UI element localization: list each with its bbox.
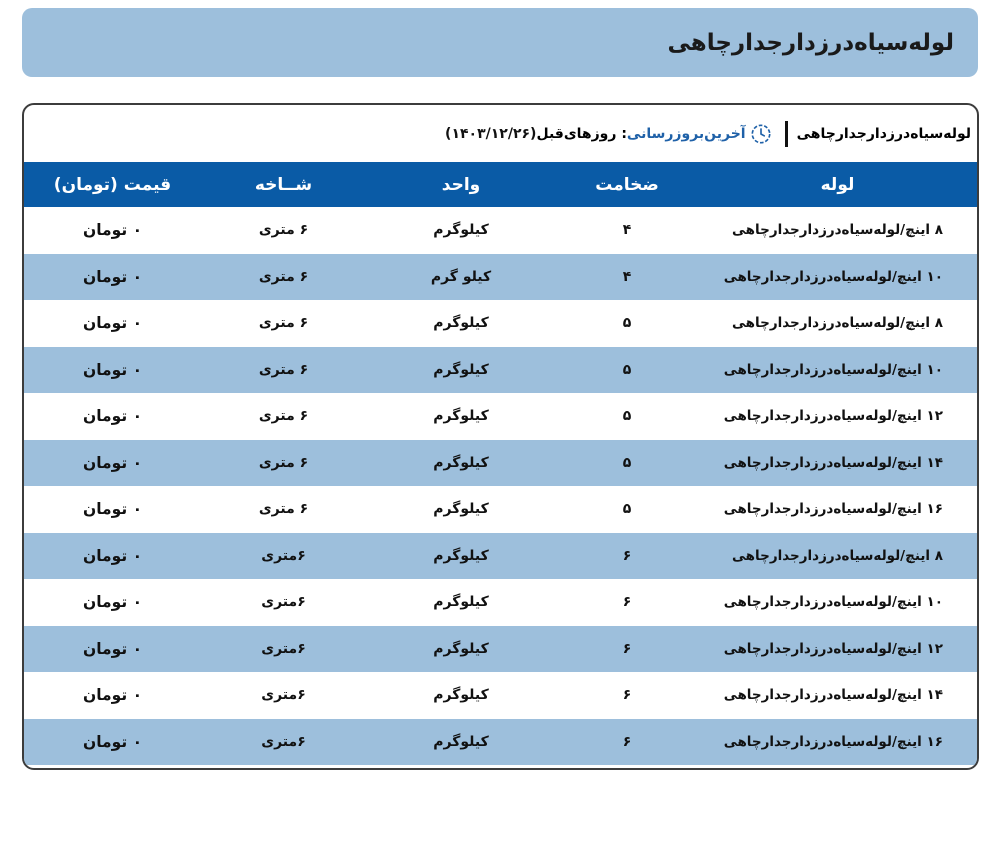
cell-thickness: ۶ (622, 547, 632, 564)
cell-price: ۰ تومان (82, 221, 143, 240)
cell-price: ۰ تومان (82, 639, 143, 658)
cell-thickness: ۶ (622, 640, 632, 657)
cell-thickness: ۵ (622, 361, 632, 378)
cell-price: ۰ تومان (82, 686, 143, 705)
cell-length: ۶متری (261, 594, 306, 611)
cell-price: ۰ تومان (82, 360, 143, 379)
table-row (24, 207, 977, 254)
cell-unit: کیلوگرم (433, 594, 489, 611)
table-header-row (24, 162, 977, 207)
table-row (24, 719, 977, 766)
cell-length: ۶متری (261, 733, 306, 750)
price-card (22, 103, 979, 770)
cell-unit: کیلوگرم (433, 547, 489, 564)
cell-pipe: ۱۲ اینچ/لوله‌سیاه‌درزدارجدارچاهی (723, 408, 943, 425)
cell-pipe: ۸ اینچ/لوله‌سیاه‌درزدارجدارچاهی (732, 222, 943, 239)
cell-length: ۶ متری (258, 268, 309, 285)
cell-price: ۰ تومان (82, 267, 143, 286)
cell-length: ۶ متری (258, 222, 309, 239)
cell-length: ۶متری (261, 687, 306, 704)
cell-unit: کیلوگرم (433, 315, 489, 332)
header-price: قیمت (تومان) (53, 174, 172, 195)
cell-thickness: ۴ (622, 222, 632, 239)
title-banner (22, 8, 978, 77)
cell-price: ۰ تومان (82, 732, 143, 751)
cell-price: ۰ تومان (82, 593, 143, 612)
cell-thickness: ۶ (622, 687, 632, 704)
cell-price: ۰ تومان (82, 500, 143, 519)
cell-unit: کیلوگرم (433, 733, 489, 750)
cell-length: ۶ متری (258, 361, 309, 378)
cell-thickness: ۶ (622, 733, 632, 750)
cell-unit: کیلوگرم (433, 408, 489, 425)
clock-icon (750, 123, 772, 145)
cell-thickness: ۵ (622, 454, 632, 471)
info-separator (785, 121, 788, 147)
header-unit: واحد (441, 174, 481, 195)
table-row (24, 254, 977, 301)
cell-pipe: ۱۴ اینچ/لوله‌سیاه‌درزدارجدارچاهی (723, 687, 943, 704)
cell-length: ۶ متری (258, 501, 309, 518)
cell-unit: کیلوگرم (433, 501, 489, 518)
cell-thickness: ۴ (622, 268, 632, 285)
cell-length: ۶ متری (258, 315, 309, 332)
cell-unit: کیلوگرم (433, 640, 489, 657)
table-row (24, 579, 977, 626)
table-row (24, 393, 977, 440)
cell-thickness: ۵ (622, 408, 632, 425)
table-row (24, 440, 977, 487)
cell-unit: کیلوگرم (433, 687, 489, 704)
cell-length: ۶ متری (258, 454, 309, 471)
cell-unit: کیلوگرم (433, 222, 489, 239)
cell-pipe: ۱۶ اینچ/لوله‌سیاه‌درزدارجدارچاهی (723, 501, 943, 518)
cell-thickness: ۶ (622, 594, 632, 611)
cell-pipe: ۱۲ اینچ/لوله‌سیاه‌درزدارجدارچاهی (723, 640, 943, 657)
cell-unit: کیلو گرم (430, 268, 492, 285)
cell-price: ۰ تومان (82, 546, 143, 565)
header-length: شــاخه (254, 174, 313, 195)
table-row (24, 347, 977, 394)
header-pipe: لوله (820, 174, 855, 195)
cell-unit: کیلوگرم (433, 454, 489, 471)
days-label: : روزهای‌قبل (536, 125, 627, 142)
table-row (24, 672, 977, 719)
cell-pipe: ۱۴ اینچ/لوله‌سیاه‌درزدارجدارچاهی (723, 454, 943, 471)
cell-pipe: ۱۰ اینچ/لوله‌سیاه‌درزدارجدارچاهی (723, 268, 943, 285)
cell-thickness: ۵ (622, 501, 632, 518)
page-title: لوله‌سیاه‌درزدارجدارچاهی (667, 29, 954, 56)
price-table (24, 162, 977, 765)
update-label: آخرین‌بروزرسانی (626, 125, 746, 142)
info-row (24, 105, 977, 162)
cell-length: ۶متری (261, 640, 306, 657)
cell-length: ۶ متری (258, 408, 309, 425)
cell-pipe: ۱۰ اینچ/لوله‌سیاه‌درزدارجدارچاهی (723, 361, 943, 378)
table-row (24, 533, 977, 580)
cell-pipe: ۱۶ اینچ/لوله‌سیاه‌درزدارجدارچاهی (723, 733, 943, 750)
cell-length: ۶متری (261, 547, 306, 564)
table-row (24, 486, 977, 533)
header-thickness: ضخامت (595, 174, 659, 195)
table-row (24, 626, 977, 673)
product-name: لوله‌سیاه‌درزدارجدارچاهی (796, 125, 971, 142)
cell-price: ۰ تومان (82, 407, 143, 426)
cell-pipe: ۱۰ اینچ/لوله‌سیاه‌درزدارجدارچاهی (723, 594, 943, 611)
cell-price: ۰ تومان (82, 453, 143, 472)
table-row (24, 300, 977, 347)
cell-pipe: ۸ اینچ/لوله‌سیاه‌درزدارجدارچاهی (732, 315, 943, 332)
cell-unit: کیلوگرم (433, 361, 489, 378)
cell-pipe: ۸ اینچ/لوله‌سیاه‌درزدارجدارچاهی (732, 547, 943, 564)
cell-thickness: ۵ (622, 315, 632, 332)
update-date: (۱۴۰۳/۱۲/۲۶) (445, 125, 537, 142)
cell-price: ۰ تومان (82, 314, 143, 333)
